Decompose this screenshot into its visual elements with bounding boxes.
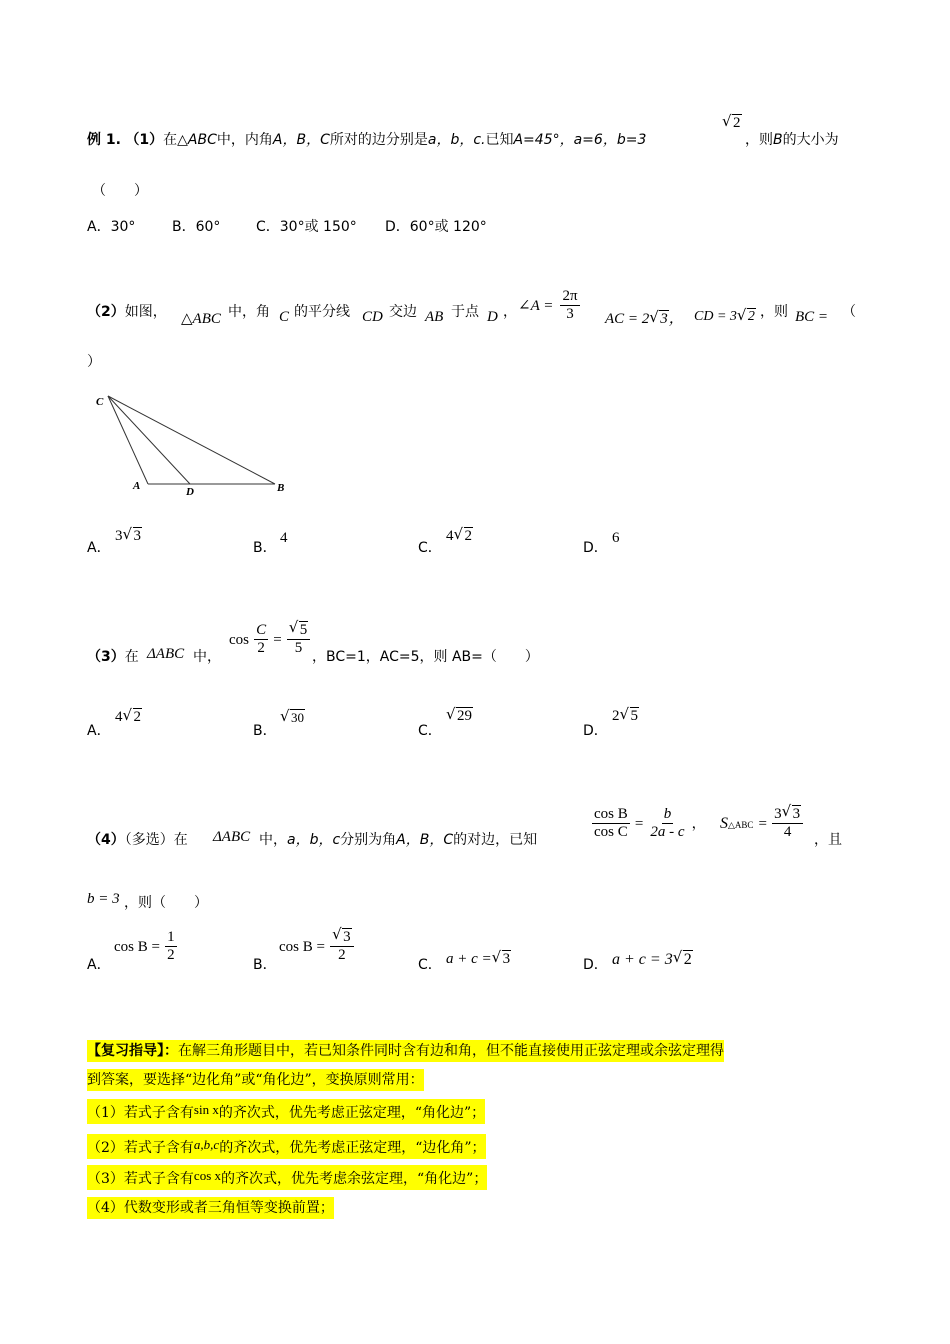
- q1-option-d: D．60°或 120°: [385, 219, 487, 235]
- vertex-b-label: B: [277, 482, 285, 494]
- side-ca: [108, 396, 148, 484]
- angle-a-expression: ∠A = $\frac{2\pi}{3}$: [518, 288, 578, 322]
- review-rule-1: （1）若式子含有sin x的齐次式，优先考虑正弦定理，“角化边”；: [87, 1099, 485, 1124]
- triangle-figure: [90, 388, 300, 498]
- question-1-1: 例 1. （1）在△ABC中，内角A，B，C所对的边分别是a，b，c.已知A=45°，a=6，b=3: [87, 132, 647, 148]
- question-1-3: （3）在: [87, 649, 139, 665]
- q2-option-c: 4√ 2: [446, 528, 473, 545]
- q2-option-d: 6: [612, 530, 620, 546]
- q2-option-a: 3√ 3: [115, 528, 142, 545]
- q3-option-b: √ 30: [280, 710, 305, 726]
- q3-option-a: 4√ 2: [115, 709, 142, 726]
- q1-option-b: B．60°: [172, 219, 221, 235]
- q1-option-c: C．30°或 150°: [256, 219, 357, 235]
- vertex-a-label: A: [133, 480, 141, 492]
- q4-option-b: cos B = √ $\frac{3}{2}$: [279, 929, 354, 964]
- vertex-c-label: C: [96, 396, 104, 408]
- ac-value: AC = 2√ 3，: [605, 307, 684, 328]
- question-1-2: （2）如图，: [87, 304, 167, 320]
- area-expression: S△ABC = $\frac{3√ 3}{4}$: [720, 806, 803, 841]
- review-guide-line-1: 【复习指导】：在解三角形题目中，若已知条件同时含有边和角，但不能直接使用正弦定理或余弦定理得: [87, 1040, 724, 1062]
- review-rule-4: （4）代数变形或者三角恒等变换前置；: [87, 1197, 334, 1219]
- cos-ratio-expression: $\frac{\text{cos B}}{\text{cos C}}$ = $\frac{b}{2a - c}$ ，: [594, 806, 706, 840]
- answer-paren: （ ）: [92, 183, 148, 199]
- question-1-4: （4）（多选）在: [87, 832, 188, 848]
- side-cb: [108, 396, 275, 484]
- point-d-label: D: [186, 486, 194, 498]
- cd-value: CD = 3√ 2: [694, 309, 756, 325]
- sqrt-2-raised: √ 2: [722, 115, 742, 132]
- bisector-cd: [108, 396, 190, 484]
- q4-option-a: cos B = $\frac{1}{2}$: [114, 929, 175, 963]
- review-rule-3: （3）若式子含有cos x的齐次式，优先考虑余弦定理，“角化边”；: [87, 1165, 487, 1190]
- review-rule-2: （2）若式子含有a,b,c的齐次式，优先考虑正弦定理，“边化角”；: [87, 1134, 486, 1159]
- q2-option-b: 4: [280, 530, 288, 546]
- example-label: 例 1.: [87, 132, 121, 148]
- cos-half-c-expression: cos $\frac{C}{2}$ = √ $\frac{5}{5}$: [229, 622, 310, 657]
- q1-option-a: A．30°: [87, 219, 136, 235]
- review-guide-line-2: 到答案，要选择“边化角”或“角化边”，变换原则常用：: [87, 1069, 424, 1091]
- q3-option-c: √ 29: [446, 708, 473, 725]
- q4-option-d: a + c = 3√ 2: [612, 951, 693, 969]
- q3-option-d: 2√ 5: [612, 708, 639, 725]
- q4-option-c: a + c =√ 3: [446, 951, 511, 968]
